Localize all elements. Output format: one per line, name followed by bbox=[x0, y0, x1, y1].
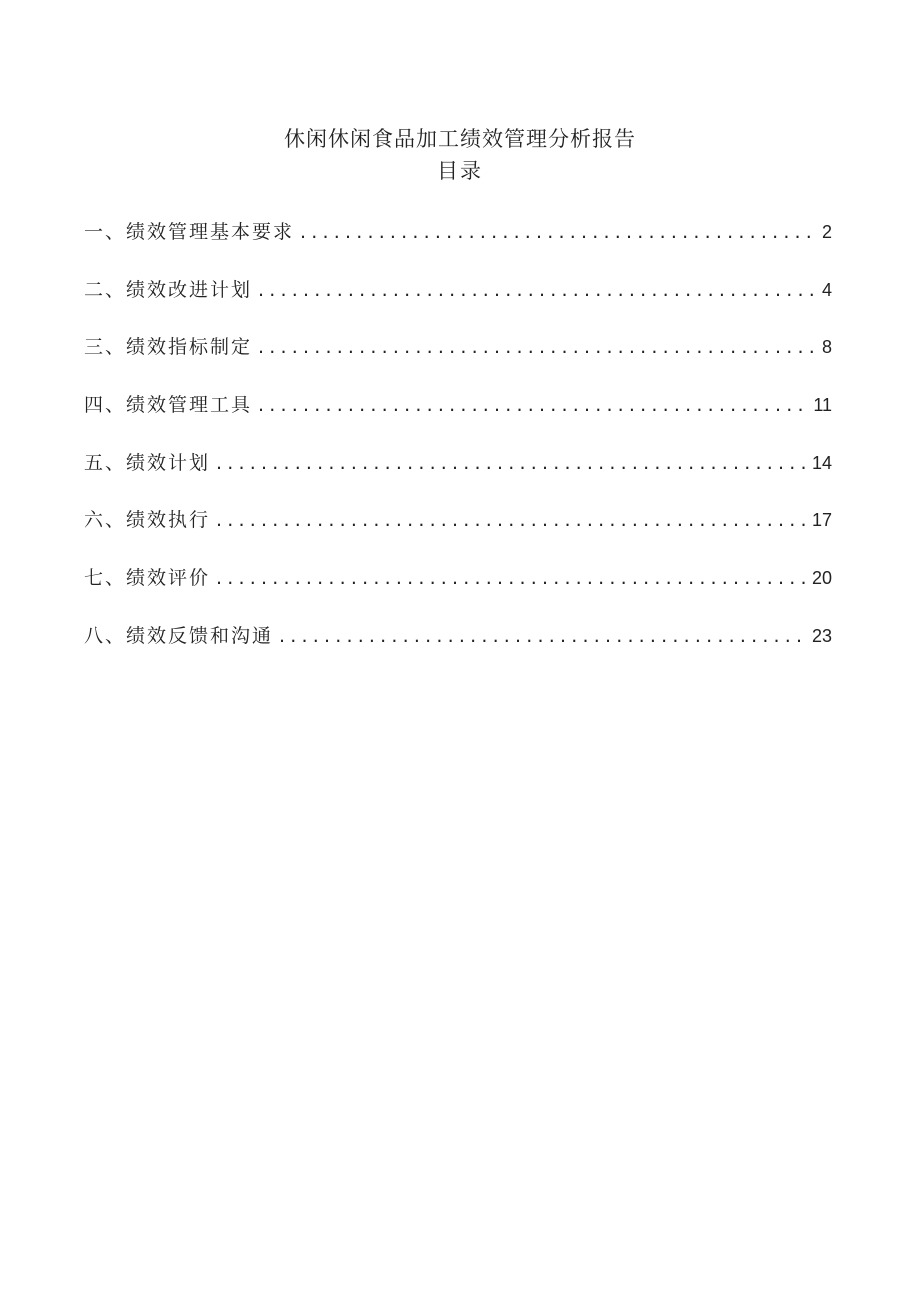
document-title: 休闲休闲食品加工绩效管理分析报告 bbox=[284, 127, 636, 151]
toc-entry-label: 三、绩效指标制定 bbox=[84, 336, 253, 359]
toc-entry-label: 二、绩效改进计划 bbox=[84, 278, 253, 301]
toc-dot-leader bbox=[258, 275, 818, 305]
toc-entry-6[interactable] bbox=[84, 505, 832, 563]
toc-entry-page-number: 4 bbox=[821, 279, 832, 300]
toc-entry-page-number: 8 bbox=[821, 337, 832, 358]
toc-entry-page-number: 14 bbox=[811, 452, 832, 473]
toc-entry-3[interactable] bbox=[84, 332, 832, 390]
toc-entry-page-number: 11 bbox=[813, 395, 832, 416]
toc-entry-label: 一、绩效管理基本要求 bbox=[84, 221, 295, 243]
toc-dot-leader bbox=[258, 390, 809, 420]
toc-entry-2[interactable] bbox=[84, 275, 832, 333]
toc-heading: 目录 bbox=[437, 159, 483, 183]
toc-entry-label: 六、绩效执行 bbox=[84, 509, 211, 532]
toc-dot-leader bbox=[216, 505, 808, 535]
toc-entry-7[interactable] bbox=[84, 563, 832, 621]
toc-entry-1[interactable] bbox=[84, 217, 832, 275]
toc-dot-leader bbox=[216, 448, 808, 478]
toc-dot-leader bbox=[300, 217, 818, 247]
toc-entry-label: 四、绩效管理工具 bbox=[84, 394, 253, 417]
toc-entry-page-number: 2 bbox=[821, 222, 832, 242]
toc-dot-leader bbox=[279, 621, 808, 651]
toc-entry-label: 五、绩效计划 bbox=[84, 451, 211, 474]
toc-entry-4[interactable] bbox=[84, 390, 832, 448]
toc-entry-page-number: 17 bbox=[811, 510, 832, 531]
table-of-contents bbox=[84, 217, 832, 679]
toc-entry-label: 八、绩效反馈和沟通 bbox=[84, 624, 274, 647]
toc-dot-leader bbox=[258, 332, 818, 362]
toc-entry-label: 七、绩效评价 bbox=[84, 567, 211, 590]
toc-entry-5[interactable] bbox=[84, 448, 832, 506]
toc-entry-page-number: 20 bbox=[811, 568, 832, 589]
toc-dot-leader bbox=[216, 563, 808, 593]
toc-entry-8[interactable] bbox=[84, 621, 832, 679]
toc-entry-page-number: 23 bbox=[811, 625, 832, 646]
